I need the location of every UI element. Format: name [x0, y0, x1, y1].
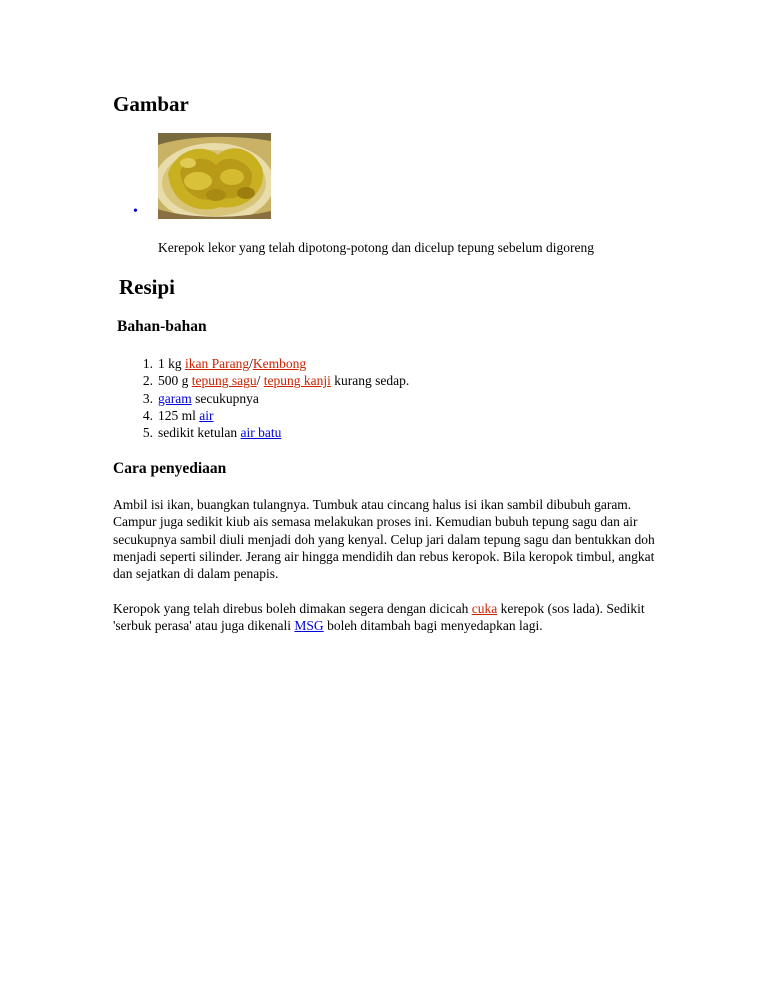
tepung-sagu-link[interactable]: tepung sagu: [191, 373, 257, 389]
paragraph-text: Keropok yang telah direbus boleh dimakan segera dengan dicicah: [113, 601, 472, 616]
ingredient-text: 1 kg: [158, 356, 185, 371]
kembong-link[interactable]: Kembong: [252, 356, 307, 371]
list-item: [113, 390, 409, 407]
msg-link[interactable]: MSG: [294, 618, 324, 634]
tepung-kanji-link[interactable]: tepung kanji: [263, 373, 331, 389]
ingredient-text: 125 ml: [158, 407, 200, 423]
separator-text: /: [249, 356, 253, 371]
ingredient-text: 500 g: [158, 373, 192, 389]
ingredient-text: sedikit ketulan: [158, 425, 241, 441]
air-link[interactable]: air: [199, 407, 214, 423]
list-number: 1.: [142, 356, 153, 371]
list-number: 5.: [142, 425, 153, 441]
gambar-heading: Gambar: [113, 92, 189, 116]
garam-link[interactable]: garam: [158, 390, 192, 406]
list-item: [113, 407, 409, 424]
paragraph-text: boleh ditambah bagi menyedapkan lagi.: [323, 618, 543, 634]
list-item: [113, 372, 409, 389]
list-item: [113, 355, 409, 372]
resipi-heading: Resipi: [119, 275, 176, 299]
fried-fish-cracker-photo[interactable]: [158, 133, 271, 219]
list-number: 3.: [142, 390, 153, 406]
air-batu-link[interactable]: air batu: [240, 425, 282, 441]
bahan-bahan-heading: Bahan-bahan: [117, 318, 207, 335]
cuka-link[interactable]: cuka: [471, 601, 498, 616]
paragraph-text: kerepok (sos lada). Sedikit 'serbuk perasa' atau juga dikenali: [113, 601, 645, 634]
cara-penyediaan-heading: Cara penyediaan: [113, 460, 227, 477]
serving-paragraph: [113, 600, 658, 635]
ingredient-text: kurang sedap.: [330, 373, 410, 389]
separator-text: /: [256, 373, 264, 389]
ikan-parang-link[interactable]: ikan Parang: [185, 356, 250, 371]
ingredient-text: secukupnya: [191, 390, 259, 406]
preparation-paragraph: Ambil isi ikan, buangkan tulangnya. Tumbuk atau cincang halus isi ikan sambil dibubuh garam. Campur juga sedikit kiub ais semasa melakukan proses ini. Kemudian bubuh tepung sagu dan air secukupnya sambil diuli menjadi doh yang kenyal. Celup jari dalam tepung sagu dan bentukkan doh menjadi seperti silinder. Jerang air hingga mendidih dan rebus keropok. Bila keropok timbul, angkat dan sejatkan di dalam penapis.: [113, 497, 655, 582]
list-number: 2.: [142, 373, 153, 389]
gallery-bullet: •: [133, 204, 138, 219]
list-number: 4.: [142, 407, 153, 423]
image-caption: Kerepok lekor yang telah dipotong-potong dan dicelup tepung sebelum digoreng: [158, 240, 595, 255]
list-item: [113, 424, 409, 441]
ingredient-list: [113, 355, 409, 441]
